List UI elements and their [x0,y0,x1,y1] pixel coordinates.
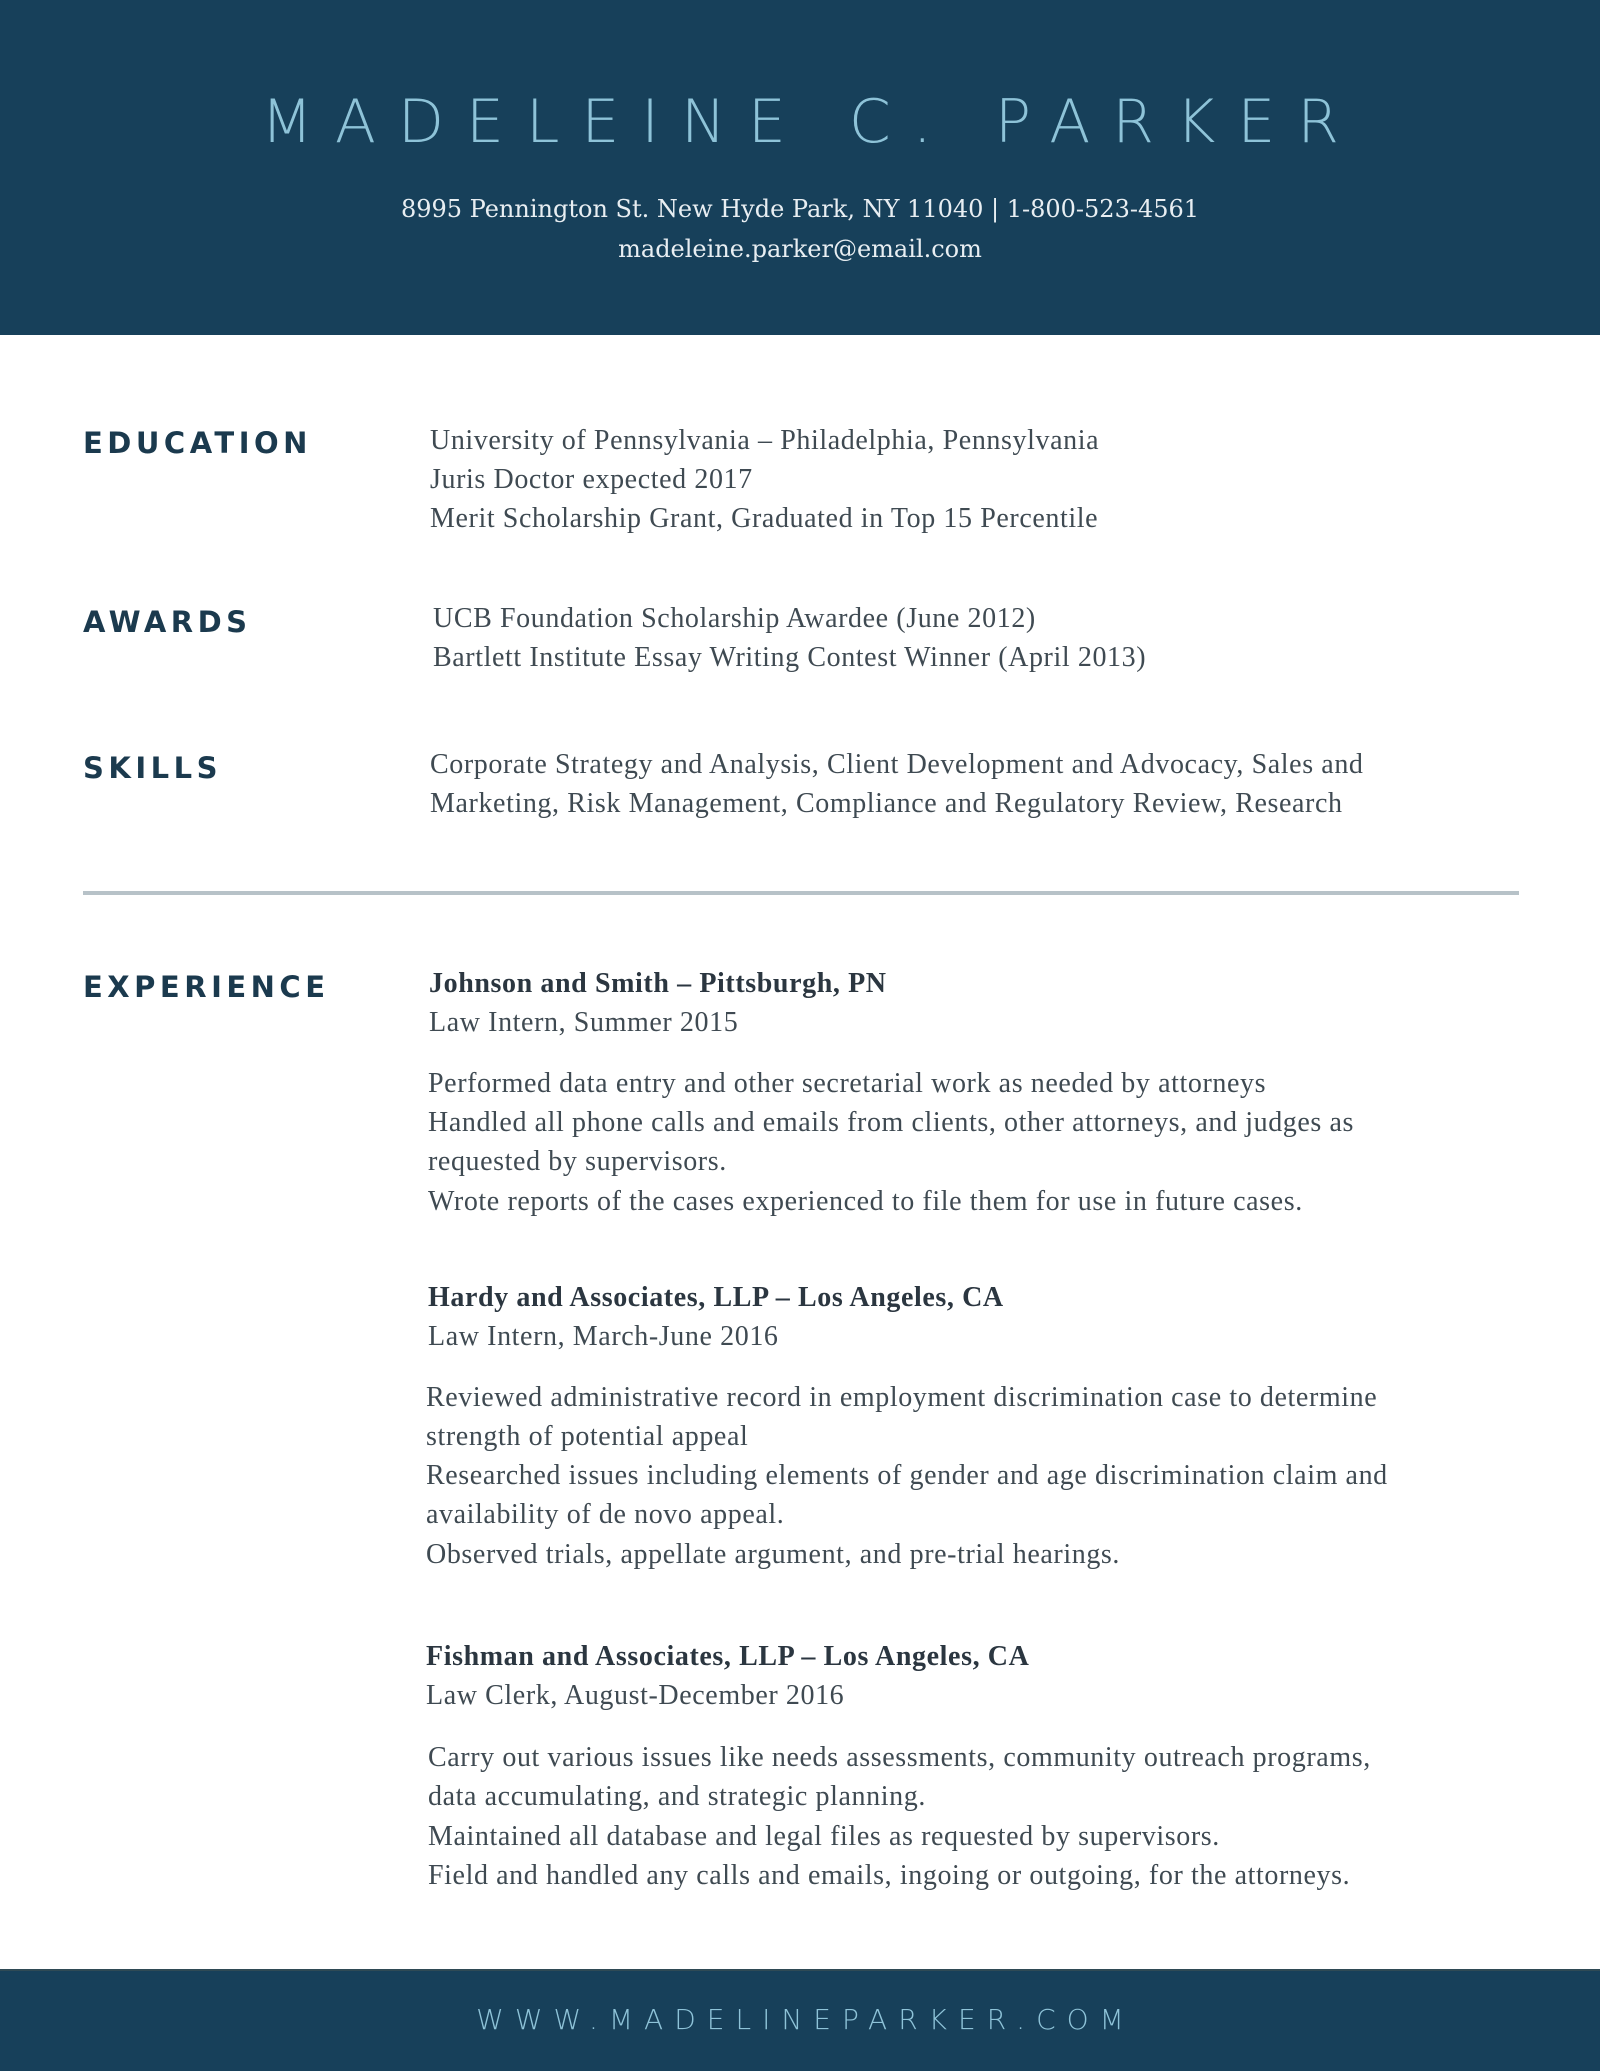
job-bullet: Wrote reports of the cases experienced to file them for use in future cases. [428,1186,1303,1217]
section-heading-experience: EXPERIENCE [83,970,330,1004]
job-bullet: strength of potential appeal [426,1421,749,1452]
award-line: Bartlett Institute Essay Writing Contest Winner (April 2013) [433,642,1147,673]
job-bullet: Researched issues including elements of gender and age discrimination claim and [426,1460,1388,1491]
job-bullet: Performed data entry and other secretarial work as needed by attorneys [428,1068,1267,1099]
website-link[interactable]: WWW.MADELINEPARKER.COM [476,2003,1135,2036]
job-bullet: Handled all phone calls and emails from clients, other attorneys, and judges as [428,1107,1355,1138]
education-line: Merit Scholarship Grant, Graduated in Top 15 Percentile [430,503,1099,534]
job-employer: Fishman and Associates, LLP – Los Angeles, CA [426,1641,1030,1672]
education-line: University of Pennsylvania – Philadelphia, Pennsylvania [430,425,1100,456]
section-heading-education: EDUCATION [83,426,312,460]
resume-footer [0,1969,1600,2071]
award-line: UCB Foundation Scholarship Awardee (June 2012) [433,603,1036,634]
section-heading-skills: SKILLS [83,751,222,785]
job-employer: Hardy and Associates, LLP – Los Angeles, CA [428,1282,1004,1313]
job-bullet: Reviewed administrative record in employment discrimination case to determine [426,1382,1378,1413]
job-bullet: data accumulating, and strategic planning. [428,1781,926,1812]
job-employer: Johnson and Smith – Pittsburgh, PN [429,968,887,999]
contact-address-phone: 8995 Pennington St. New Hyde Park, NY 11040 | 1-800-523-4561 [400,195,1200,223]
education-line: Juris Doctor expected 2017 [430,464,753,495]
skills-line: Corporate Strategy and Analysis, Client Development and Advocacy, Sales and [430,749,1364,780]
job-bullet: Observed trials, appellate argument, and pre-trial hearings. [426,1539,1121,1570]
job-bullet: availability of de novo appeal. [426,1499,785,1530]
job-role: Law Intern, March-June 2016 [428,1321,779,1352]
job-bullet: Maintained all database and legal files as requested by supervisors. [428,1821,1220,1852]
resume-header [0,0,1600,335]
contact-email: madeleine.parker@email.com [618,235,982,263]
job-bullet: requested by supervisors. [428,1146,727,1177]
job-role: Law Intern, Summer 2015 [429,1007,739,1038]
skills-line: Marketing, Risk Management, Compliance and Regulatory Review, Research [430,788,1343,819]
section-heading-awards: AWARDS [83,605,252,639]
section-divider [83,891,1519,895]
candidate-name: MADELEINE C. PARKER [261,87,1361,157]
job-bullet: Carry out various issues like needs assessments, community outreach programs, [428,1742,1371,1773]
job-role: Law Clerk, August-December 2016 [426,1680,845,1711]
job-bullet: Field and handled any calls and emails, ingoing or outgoing, for the attorneys. [428,1860,1351,1891]
